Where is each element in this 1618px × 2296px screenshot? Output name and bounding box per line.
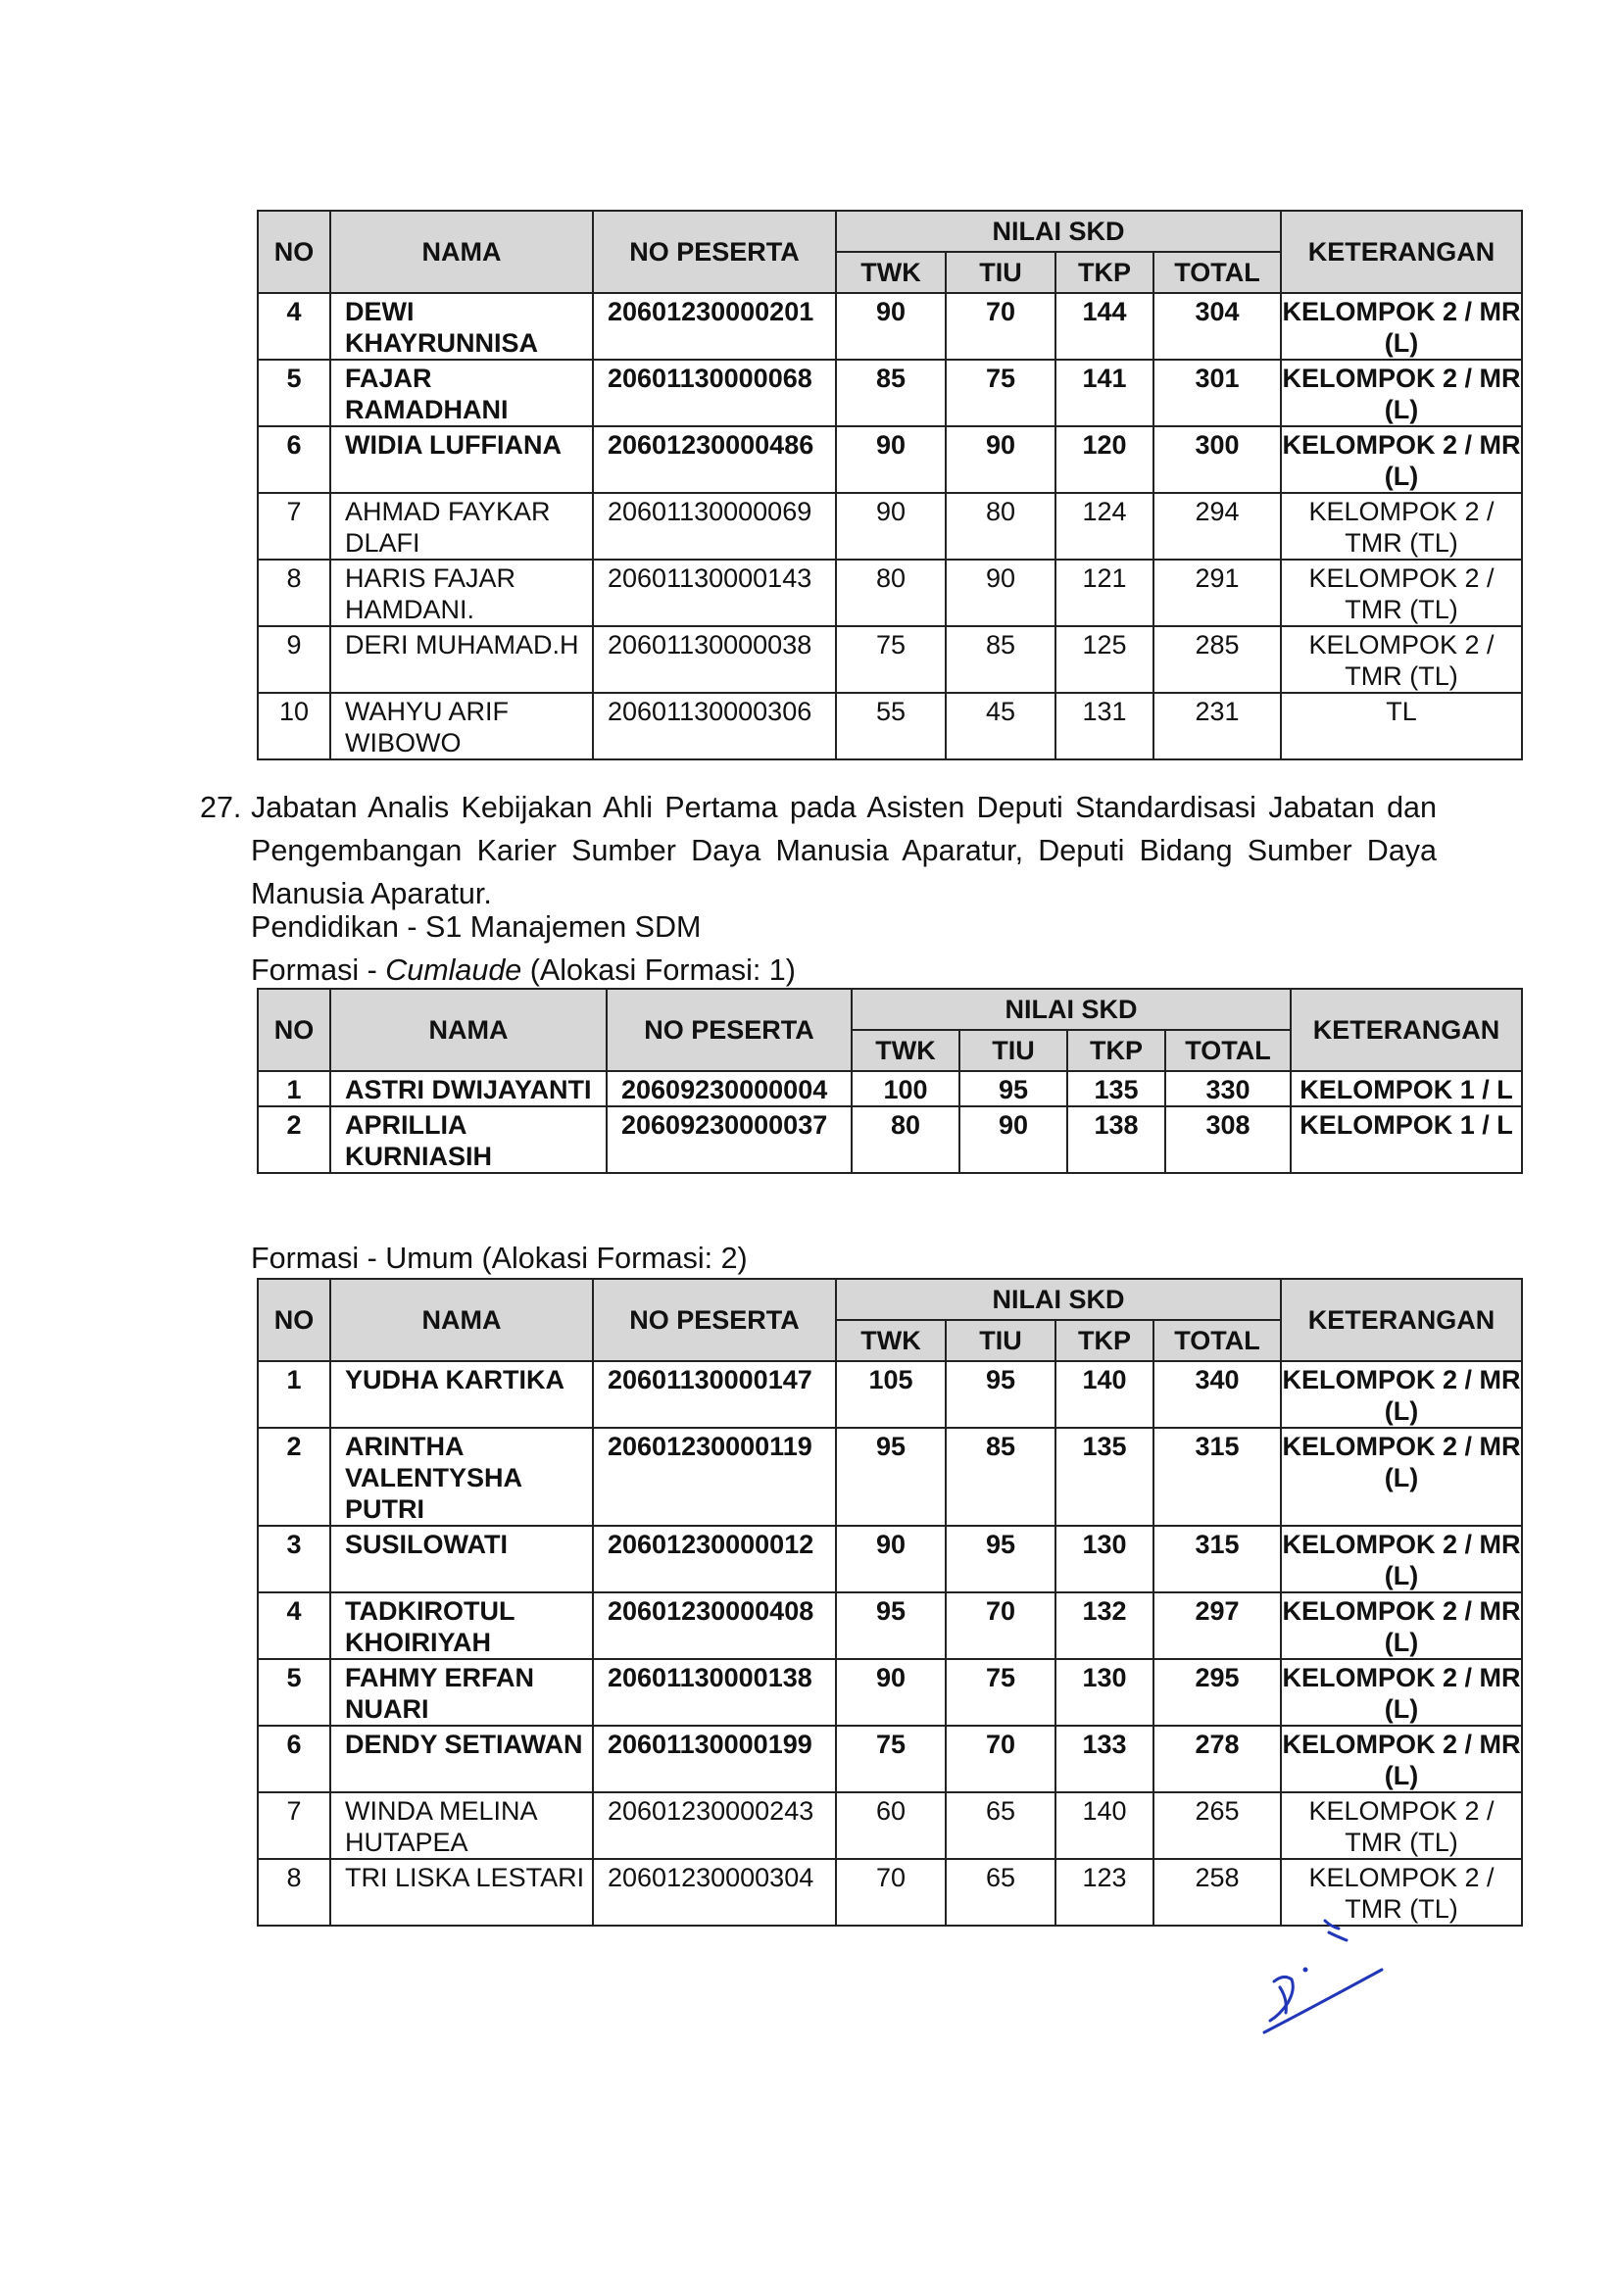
row-tiu: 90 (959, 1106, 1067, 1173)
col-no-peserta: NO PESERTA (593, 1279, 836, 1361)
row-tiu: 70 (946, 1592, 1055, 1659)
row-nama: YUDHA KARTIKA (330, 1361, 593, 1428)
row-no-peserta: 20601130000306 (593, 693, 836, 759)
row-nama: SUSILOWATI (330, 1526, 593, 1592)
row-twk: 90 (836, 1659, 946, 1726)
section-27 (200, 786, 1437, 915)
pendidikan-line: Pendidikan - S1 Manajemen SDM (251, 910, 702, 944)
table-row (258, 426, 1522, 493)
row-twk: 80 (836, 560, 946, 626)
row-no: 9 (258, 626, 330, 693)
row-tkp: 130 (1055, 1659, 1153, 1726)
row-no: 1 (258, 1361, 330, 1428)
col-tkp: TKP (1067, 1030, 1165, 1071)
col-no: NO (258, 211, 330, 293)
row-no-peserta: 20601130000199 (593, 1726, 836, 1792)
row-tiu: 95 (959, 1071, 1067, 1106)
row-total: 278 (1153, 1726, 1281, 1792)
row-tkp: 144 (1055, 293, 1153, 360)
row-keterangan: KELOMPOK 2 / MR (L) (1281, 1361, 1522, 1428)
col-no: NO (258, 989, 330, 1071)
row-keterangan: KELOMPOK 2 / TMR (TL) (1281, 1792, 1522, 1859)
formasi-type: Cumlaude (385, 953, 522, 987)
row-no-peserta: 20601230000201 (593, 293, 836, 360)
row-total: 304 (1153, 293, 1281, 360)
row-total: 300 (1153, 426, 1281, 493)
row-no: 2 (258, 1428, 330, 1526)
row-no-peserta: 20601230000304 (593, 1859, 836, 1926)
col-tkp: TKP (1055, 252, 1153, 293)
row-total: 315 (1153, 1526, 1281, 1592)
row-twk: 90 (836, 293, 946, 360)
row-tkp: 121 (1055, 560, 1153, 626)
row-keterangan: KELOMPOK 2 / MR (L) (1281, 1726, 1522, 1792)
col-twk: TWK (836, 252, 946, 293)
col-nilai-skd: NILAI SKD (852, 989, 1291, 1030)
row-no: 4 (258, 1592, 330, 1659)
row-no-peserta: 20601230000119 (593, 1428, 836, 1526)
row-keterangan: KELOMPOK 2 / MR (L) (1281, 293, 1522, 360)
row-total: 340 (1153, 1361, 1281, 1428)
formasi-prefix: Formasi - (251, 953, 386, 987)
row-twk: 80 (852, 1106, 959, 1173)
row-no: 8 (258, 560, 330, 626)
skd-table-cumlaude (257, 988, 1523, 1174)
row-keterangan: KELOMPOK 1 / L (1291, 1106, 1522, 1173)
row-nama: WAHYU ARIF WIBOWO (330, 693, 593, 759)
row-no: 10 (258, 693, 330, 759)
col-total: TOTAL (1153, 1320, 1281, 1361)
row-no: 6 (258, 1726, 330, 1792)
table-row (258, 493, 1522, 560)
row-twk: 70 (836, 1859, 946, 1926)
table-row (258, 1071, 1522, 1106)
row-no-peserta: 20601130000143 (593, 560, 836, 626)
row-twk: 75 (836, 1726, 946, 1792)
row-no: 8 (258, 1859, 330, 1926)
row-keterangan: TL (1281, 693, 1522, 759)
row-nama: ARINTHA VALENTYSHA PUTRI (330, 1428, 593, 1526)
col-tkp: TKP (1055, 1320, 1153, 1361)
row-no: 5 (258, 1659, 330, 1726)
row-tiu: 85 (946, 1428, 1055, 1526)
table-row (258, 560, 1522, 626)
row-no-peserta: 20601230000408 (593, 1592, 836, 1659)
col-twk: TWK (836, 1320, 946, 1361)
row-tiu: 65 (946, 1859, 1055, 1926)
row-nama: HARIS FAJAR HAMDANI. (330, 560, 593, 626)
table-row (258, 1659, 1522, 1726)
row-tkp: 132 (1055, 1592, 1153, 1659)
row-keterangan: KELOMPOK 2 / MR (L) (1281, 360, 1522, 426)
row-tkp: 124 (1055, 493, 1153, 560)
row-tiu: 65 (946, 1792, 1055, 1859)
row-total: 315 (1153, 1428, 1281, 1526)
table-row (258, 1106, 1522, 1173)
row-tkp: 141 (1055, 360, 1153, 426)
row-no-peserta: 20601130000138 (593, 1659, 836, 1726)
row-tiu: 70 (946, 1726, 1055, 1792)
formasi-umum-line: Formasi - Umum (Alokasi Formasi: 2) (251, 1242, 748, 1275)
row-nama: APRILLIA KURNIASIH (330, 1106, 607, 1173)
row-no-peserta: 20601230000486 (593, 426, 836, 493)
row-no: 1 (258, 1071, 330, 1106)
row-no: 7 (258, 493, 330, 560)
row-tiu: 95 (946, 1361, 1055, 1428)
formasi-cumlaude-line (251, 949, 796, 992)
col-tiu: TIU (946, 1320, 1055, 1361)
row-twk: 60 (836, 1792, 946, 1859)
row-keterangan: KELOMPOK 2 / MR (L) (1281, 1428, 1522, 1526)
row-tkp: 138 (1067, 1106, 1165, 1173)
col-nama: NAMA (330, 211, 593, 293)
row-tiu: 75 (946, 1659, 1055, 1726)
col-twk: TWK (852, 1030, 959, 1071)
row-keterangan: KELOMPOK 2 / MR (L) (1281, 1592, 1522, 1659)
row-tiu: 95 (946, 1526, 1055, 1592)
row-twk: 55 (836, 693, 946, 759)
row-keterangan: KELOMPOK 1 / L (1291, 1071, 1522, 1106)
table-row (258, 293, 1522, 360)
col-no-peserta: NO PESERTA (593, 211, 836, 293)
col-nama: NAMA (330, 989, 607, 1071)
row-tkp: 130 (1055, 1526, 1153, 1592)
row-keterangan: KELOMPOK 2 / TMR (TL) (1281, 560, 1522, 626)
table-row (258, 1726, 1522, 1792)
row-total: 295 (1153, 1659, 1281, 1726)
initials-signature (1245, 1911, 1401, 2058)
row-nama: DEWI KHAYRUNNISA (330, 293, 593, 360)
row-keterangan: KELOMPOK 2 / TMR (TL) (1281, 1859, 1522, 1926)
row-tkp: 140 (1055, 1792, 1153, 1859)
table-row (258, 360, 1522, 426)
row-no: 6 (258, 426, 330, 493)
row-tiu: 70 (946, 293, 1055, 360)
row-nama: ASTRI DWIJAYANTI (330, 1071, 607, 1106)
row-total: 285 (1153, 626, 1281, 693)
col-keterangan: KETERANGAN (1281, 211, 1522, 293)
row-total: 297 (1153, 1592, 1281, 1659)
row-keterangan: KELOMPOK 2 / TMR (TL) (1281, 626, 1522, 693)
table-row (258, 1592, 1522, 1659)
table-row (258, 626, 1522, 693)
row-tiu: 75 (946, 360, 1055, 426)
col-tiu: TIU (946, 252, 1055, 293)
row-twk: 75 (836, 626, 946, 693)
row-nama: DERI MUHAMAD.H (330, 626, 593, 693)
table-row (258, 693, 1522, 759)
row-total: 294 (1153, 493, 1281, 560)
col-nilai-skd: NILAI SKD (836, 211, 1281, 252)
col-nama: NAMA (330, 1279, 593, 1361)
row-tkp: 135 (1055, 1428, 1153, 1526)
row-tkp: 135 (1067, 1071, 1165, 1106)
row-tiu: 90 (946, 426, 1055, 493)
row-no-peserta: 20601130000038 (593, 626, 836, 693)
row-tiu: 90 (946, 560, 1055, 626)
row-nama: TADKIROTUL KHOIRIYAH (330, 1592, 593, 1659)
row-twk: 95 (836, 1592, 946, 1659)
row-tiu: 80 (946, 493, 1055, 560)
row-tkp: 140 (1055, 1361, 1153, 1428)
col-nilai-skd: NILAI SKD (836, 1279, 1281, 1320)
skd-table-umum (257, 1278, 1523, 1927)
formasi-alokasi: (Alokasi Formasi: 1) (521, 953, 796, 987)
row-total: 330 (1165, 1071, 1291, 1106)
section-title: Jabatan Analis Kebijakan Ahli Pertama pada Asisten Deputi Standardisasi Jabatan dan Pengembangan Karier Sumber Daya Manusia Aparatur, Deputi Bidang Sumber Daya Manusia Aparatur. (251, 791, 1437, 910)
row-no-peserta: 20601130000068 (593, 360, 836, 426)
row-total: 301 (1153, 360, 1281, 426)
row-tkp: 131 (1055, 693, 1153, 759)
row-total: 258 (1153, 1859, 1281, 1926)
row-twk: 90 (836, 493, 946, 560)
row-no: 2 (258, 1106, 330, 1173)
row-tiu: 45 (946, 693, 1055, 759)
row-nama: AHMAD FAYKAR DLAFI (330, 493, 593, 560)
row-nama: FAHMY ERFAN NUARI (330, 1659, 593, 1726)
row-twk: 90 (836, 1526, 946, 1592)
row-tkp: 133 (1055, 1726, 1153, 1792)
table-row (258, 1428, 1522, 1526)
col-total: TOTAL (1153, 252, 1281, 293)
row-no-peserta: 20601130000147 (593, 1361, 836, 1428)
row-twk: 95 (836, 1428, 946, 1526)
row-total: 291 (1153, 560, 1281, 626)
row-tkp: 123 (1055, 1859, 1153, 1926)
skd-table-1 (257, 210, 1523, 760)
row-no-peserta: 20609230000004 (607, 1071, 852, 1106)
row-no-peserta: 20601230000012 (593, 1526, 836, 1592)
row-no-peserta: 20601230000243 (593, 1792, 836, 1859)
row-nama: TRI LISKA LESTARI (330, 1859, 593, 1926)
table-row (258, 1792, 1522, 1859)
row-keterangan: KELOMPOK 2 / MR (L) (1281, 1526, 1522, 1592)
row-total: 231 (1153, 693, 1281, 759)
row-nama: FAJAR RAMADHANI (330, 360, 593, 426)
row-no-peserta: 20601130000069 (593, 493, 836, 560)
row-no: 4 (258, 293, 330, 360)
row-tkp: 125 (1055, 626, 1153, 693)
row-tkp: 120 (1055, 426, 1153, 493)
row-twk: 85 (836, 360, 946, 426)
row-total: 265 (1153, 1792, 1281, 1859)
section-number: 27. (200, 791, 242, 824)
col-no-peserta: NO PESERTA (607, 989, 852, 1071)
row-no: 7 (258, 1792, 330, 1859)
row-twk: 105 (836, 1361, 946, 1428)
row-no: 5 (258, 360, 330, 426)
row-twk: 100 (852, 1071, 959, 1106)
row-no-peserta: 20609230000037 (607, 1106, 852, 1173)
col-no: NO (258, 1279, 330, 1361)
row-no: 3 (258, 1526, 330, 1592)
row-nama: DENDY SETIAWAN (330, 1726, 593, 1792)
row-nama: WIDIA LUFFIANA (330, 426, 593, 493)
row-nama: WINDA MELINA HUTAPEA (330, 1792, 593, 1859)
table-row (258, 1361, 1522, 1428)
col-keterangan: KETERANGAN (1281, 1279, 1522, 1361)
col-tiu: TIU (959, 1030, 1067, 1071)
col-keterangan: KETERANGAN (1291, 989, 1522, 1071)
row-keterangan: KELOMPOK 2 / TMR (TL) (1281, 493, 1522, 560)
col-total: TOTAL (1165, 1030, 1291, 1071)
row-keterangan: KELOMPOK 2 / MR (L) (1281, 426, 1522, 493)
table-row (258, 1526, 1522, 1592)
row-twk: 90 (836, 426, 946, 493)
row-tiu: 85 (946, 626, 1055, 693)
row-keterangan: KELOMPOK 2 / MR (L) (1281, 1659, 1522, 1726)
row-total: 308 (1165, 1106, 1291, 1173)
